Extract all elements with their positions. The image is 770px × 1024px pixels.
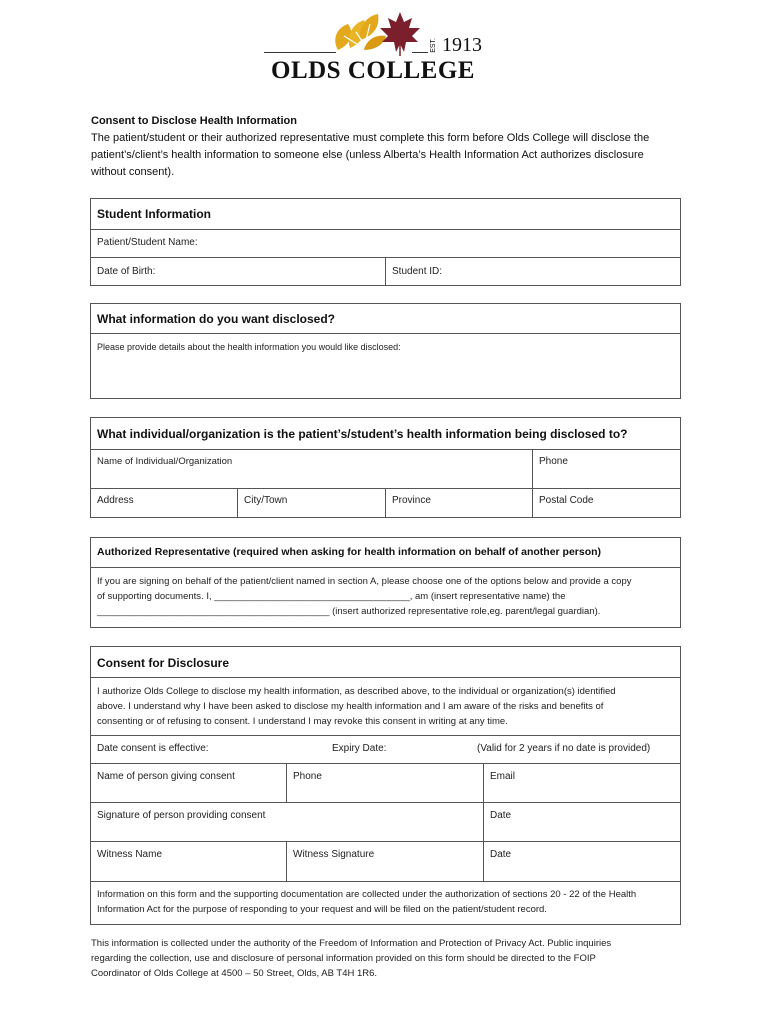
health-info-details-field[interactable]: Please provide details about the health information you would like disclosed: — [97, 342, 401, 352]
student-info-title: Student Information — [97, 207, 211, 221]
info-disclosed-title: What information do you want disclosed? — [97, 312, 336, 326]
divider — [483, 763, 484, 881]
divider — [286, 841, 287, 881]
intro-line-2: patient’s/client’s health information to someone else (unless Alberta’s Health Information Act authorizes disclosure — [91, 149, 644, 161]
divider — [90, 841, 681, 842]
divider — [385, 257, 386, 286]
validity-note: (Valid for 2 years if no date is provided) — [477, 743, 651, 754]
divider — [286, 763, 287, 802]
witness-date-field[interactable]: Date — [490, 849, 512, 860]
divider — [90, 567, 681, 568]
witness-signature-field[interactable]: Witness Signature — [293, 849, 375, 860]
divider — [237, 488, 238, 518]
recipient-address-field[interactable]: Address — [97, 495, 134, 506]
college-logo — [262, 10, 484, 82]
student-id-field[interactable]: Student ID: — [392, 266, 443, 277]
representative-line-1: If you are signing on behalf of the patient/client named in section A, please choose one of the options below and provide a copy — [97, 576, 632, 587]
consent-giver-email-field[interactable]: Email — [490, 771, 516, 782]
consent-statement — [97, 684, 677, 729]
consent-signature-field[interactable]: Signature of person providing consent — [97, 810, 266, 821]
logo-wordmark: OLDS COLLEGE — [271, 57, 475, 84]
form-title: Consent to Disclose Health Information — [91, 115, 297, 127]
representative-title: Authorized Representative (required when asking for health information on behalf of another person) — [97, 546, 602, 558]
representative-text — [97, 574, 677, 619]
logo-year: 1913 — [442, 34, 482, 56]
witness-name-field[interactable]: Witness Name — [97, 849, 163, 860]
intro-line-3: without consent). — [91, 166, 175, 178]
logo-est: EST. — [430, 38, 437, 53]
recipient-province-field[interactable]: Province — [392, 495, 431, 506]
foip-line-3: Coordinator of Olds College at 4500 – 50 Street, Olds, AB T4H 1R6. — [91, 968, 378, 979]
representative-line-2[interactable]: of supporting documents. I, _____________________________________, am (insert representative name) the — [97, 591, 566, 602]
consent-expiry-date-field[interactable]: Expiry Date: — [332, 743, 387, 754]
consent-effective-date-field[interactable]: Date consent is effective: — [97, 743, 209, 754]
divider — [90, 763, 681, 764]
recipient-phone-field[interactable]: Phone — [539, 456, 568, 467]
consent-giver-phone-field[interactable]: Phone — [293, 771, 322, 782]
divider — [90, 677, 681, 678]
intro-line-1: The patient/student or their authorized representative must complete this form before Olds College will disclose the — [91, 132, 650, 144]
foip-line-2: regarding the collection, use and disclosure of personal information provided on this form should be directed to the FOIP — [91, 953, 596, 964]
divider — [90, 735, 681, 736]
divider — [90, 449, 681, 450]
consent-line-3: consenting or of refusing to consent. I understand I may revoke this consent in writing at any time. — [97, 716, 508, 727]
collection-line-1: Information on this form and the supporting documentation are collected under the authorization of sections 20 - 22 of the Health — [97, 889, 637, 900]
consent-signature-date-field[interactable]: Date — [490, 810, 512, 821]
recipient-name-field[interactable]: Name of Individual/Organization — [97, 456, 233, 467]
patient-name-field[interactable]: Patient/Student Name: — [97, 237, 198, 248]
divider — [532, 449, 533, 518]
divider — [385, 488, 386, 518]
foip-line-1: This information is collected under the authority of the Freedom of Information and Protection of Privacy Act. Public inquiries — [91, 938, 612, 949]
divider — [90, 802, 681, 803]
leaf-icon — [330, 10, 425, 56]
divider — [90, 881, 681, 882]
intro-paragraph — [91, 130, 691, 181]
foip-notice — [91, 936, 691, 981]
date-of-birth-field[interactable]: Date of Birth: — [97, 266, 156, 277]
collection-notice — [97, 887, 677, 917]
consent-giver-name-field[interactable]: Name of person giving consent — [97, 771, 235, 782]
representative-line-3[interactable]: ____________________________________________ (insert authorized representative role,eg. parent/legal guardian). — [97, 606, 601, 617]
logo-rule-right — [412, 52, 428, 53]
divider — [90, 229, 681, 230]
recipient-postal-code-field[interactable]: Postal Code — [539, 495, 594, 506]
consent-line-2: above. I understand why I have been asked to disclose my health information and I am aware of the risks and benefits of — [97, 701, 604, 712]
divider — [90, 333, 681, 334]
recipient-city-field[interactable]: City/Town — [244, 495, 288, 506]
logo-rule-left — [264, 52, 336, 53]
recipient-title: What individual/organization is the patient’s/student’s health information being disclosed to? — [97, 427, 628, 441]
consent-line-1: I authorize Olds College to disclose my health information, as described above, to the individual or organization(s) identified — [97, 686, 616, 697]
consent-title: Consent for Disclosure — [97, 656, 230, 670]
collection-line-2: Information Act for the purpose of responding to your request and will be filed on the patient/student record. — [97, 904, 547, 915]
